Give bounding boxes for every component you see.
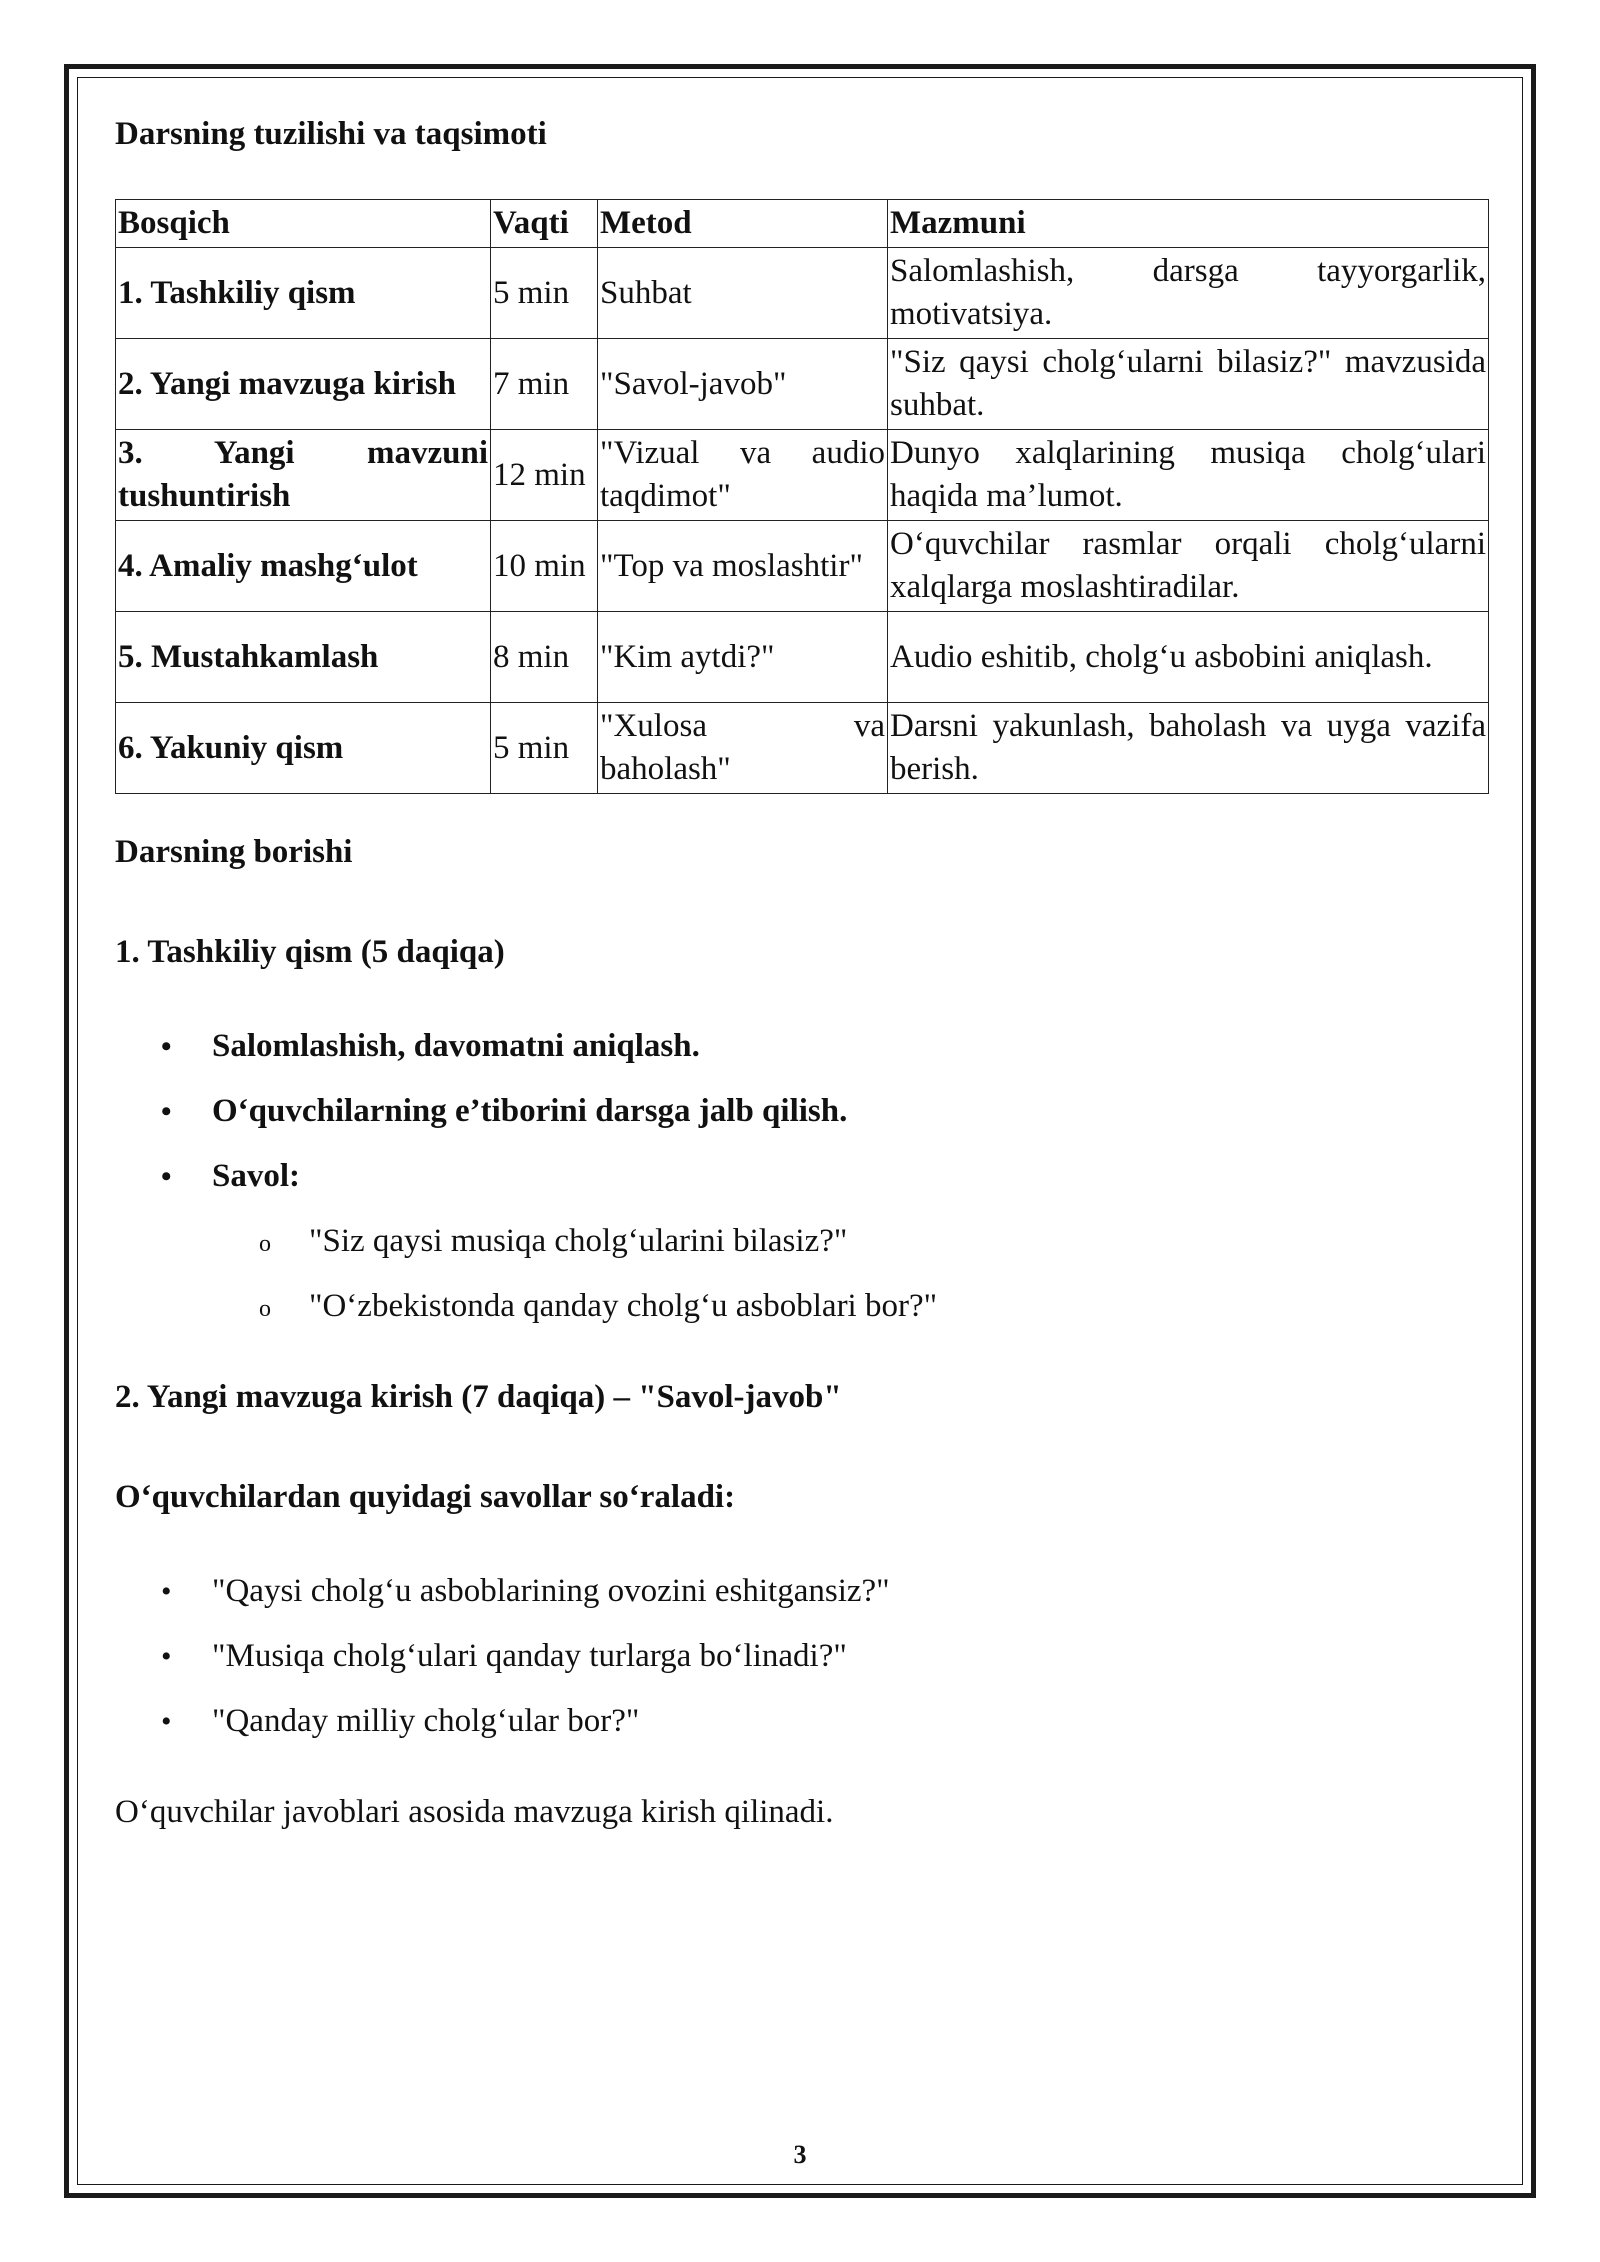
lesson-structure-table <box>115 199 1489 794</box>
list-item: • O‘quvchilarning e’tiborini darsga jalb qilish. <box>115 1079 1488 1144</box>
time-cell: 8 min <box>491 612 598 703</box>
table-row <box>116 703 1489 794</box>
method-cell: "Vizual va audio taqdimot" <box>598 430 888 521</box>
list-item <box>115 1144 1488 1339</box>
header-vaqti: Vaqti <box>491 200 598 248</box>
table-row <box>116 339 1489 430</box>
part2-bullet-list <box>115 1559 1488 1754</box>
table-row <box>116 521 1489 612</box>
table-row <box>116 430 1489 521</box>
time-cell: 5 min <box>491 248 598 339</box>
section-title-progress: Darsning borishi <box>115 834 353 870</box>
part2-title: 2. Yangi mavzuga kirish (7 daqiqa) – "Savol-javob" <box>115 1379 842 1415</box>
header-metod: Metod <box>598 200 888 248</box>
time-cell: 5 min <box>491 703 598 794</box>
content-cell: Darsni yakunlash, baholash va uyga vazifa berish. <box>888 703 1489 794</box>
page-content <box>115 114 1488 1832</box>
method-cell: "Kim aytdi?" <box>598 612 888 703</box>
part1-sub-list <box>212 1209 1488 1339</box>
table-row <box>116 248 1489 339</box>
part2-subtitle: O‘quvchilardan quyidagi savollar so‘raladi: <box>115 1479 736 1515</box>
header-bosqich: Bosqich <box>116 200 491 248</box>
stage-cell: 6. Yakuniy qism <box>116 703 491 794</box>
list-item-label: Savol: <box>212 1158 301 1194</box>
table-row <box>116 612 1489 703</box>
content-cell: Audio eshitib, cholg‘u asbobini aniqlash. <box>888 612 1489 703</box>
stage-cell: 3. Yangi mavzuni tushuntirish <box>116 430 491 521</box>
page-number: 3 <box>793 2140 807 2169</box>
part1-bullet-list <box>115 1014 1488 1339</box>
header-mazmuni: Mazmuni <box>888 200 1489 248</box>
content-cell: "Siz qaysi cholg‘ularni bilasiz?" mavzusida suhbat. <box>888 339 1489 430</box>
stage-cell: 4. Amaliy mashg‘ulot <box>116 521 491 612</box>
part1-title: 1. Tashkiliy qism (5 daqiqa) <box>115 934 505 970</box>
method-cell: "Savol-javob" <box>598 339 888 430</box>
sub-list-item: o "O‘zbekistonda qanday cholg‘u asboblari bor?" <box>212 1274 1488 1339</box>
table-header-row <box>116 200 1489 248</box>
list-item: • "Qaysi cholg‘u asboblarining ovozini eshitgansiz?" <box>115 1559 1488 1624</box>
method-cell: Suhbat <box>598 248 888 339</box>
stage-cell: 5. Mustahkamlash <box>116 612 491 703</box>
list-item: • Salomlashish, davomatni aniqlash. <box>115 1014 1488 1079</box>
list-item: • "Musiqa cholg‘ulari qanday turlarga bo‘linadi?" <box>115 1624 1488 1689</box>
stage-cell: 1. Tashkiliy qism <box>116 248 491 339</box>
sub-list-item: o "Siz qaysi musiqa cholg‘ularini bilasiz?" <box>212 1209 1488 1274</box>
method-cell: "Top va moslashtir" <box>598 521 888 612</box>
list-item: • "Qanday milliy cholg‘ular bor?" <box>115 1689 1488 1754</box>
section-title-structure: Darsning tuzilishi va taqsimoti <box>115 116 547 152</box>
content-cell: Salomlashish, darsga tayyorgarlik, motivatsiya. <box>888 248 1489 339</box>
stage-cell: 2. Yangi mavzuga kirish <box>116 339 491 430</box>
part2-conclusion: O‘quvchilar javoblari asosida mavzuga kirish qilinadi. <box>115 1794 834 1830</box>
time-cell: 12 min <box>491 430 598 521</box>
content-cell: Dunyo xalqlarining musiqa cholg‘ulari haqida ma’lumot. <box>888 430 1489 521</box>
content-cell: O‘quvchilar rasmlar orqali cholg‘ularni xalqlarga moslashtiradilar. <box>888 521 1489 612</box>
time-cell: 7 min <box>491 339 598 430</box>
time-cell: 10 min <box>491 521 598 612</box>
method-cell: "Xulosa va baholash" <box>598 703 888 794</box>
